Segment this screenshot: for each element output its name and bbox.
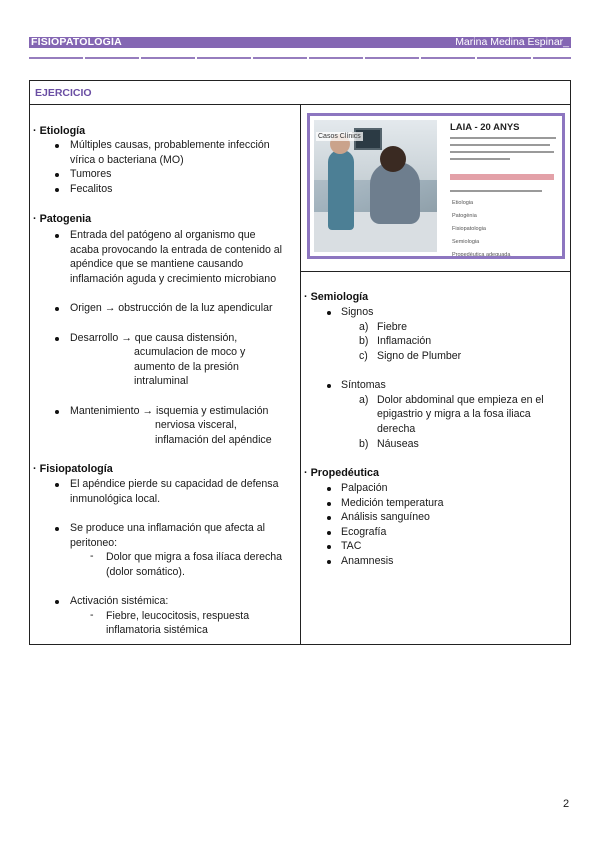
header-divider <box>29 57 571 59</box>
patogenia-p1-line1: Entrada del patógeno al organismo que <box>70 229 256 241</box>
sintomas-label: Síntomas <box>341 379 386 391</box>
photo-label: Casos Clínics <box>318 133 361 140</box>
signo-c: Signo de Plumber <box>377 350 462 362</box>
bullet-icon <box>55 527 59 531</box>
bullet-icon <box>327 502 331 506</box>
case-list-5: Propedèutica adequada <box>452 252 511 258</box>
propedeutica-title: · Propedéutica <box>304 467 379 479</box>
author-name: Marina Medina Espinar_ <box>455 36 569 48</box>
patogenia-mantenimiento-3: inflamación del apéndice <box>155 434 272 446</box>
fisio-p2-sub-1: Dolor que migra a fosa ilíaca derecha <box>106 551 283 563</box>
propedeutica-item-1: Palpación <box>341 482 388 494</box>
case-highlight <box>450 174 554 180</box>
patogenia-origen: Origen → obstrucción de la luz apendicular <box>70 302 273 314</box>
propedeutica-item-2: Medición temperatura <box>341 497 444 509</box>
header-bar <box>29 37 571 48</box>
patogenia-p1-line4: inflamación aguda y crecimiento microbiano <box>70 273 277 285</box>
fisiopatologia-title: · Fisiopatología <box>33 463 113 475</box>
fisio-p1-line1: El apéndice pierde su capacidad de defensa <box>70 478 279 490</box>
sintoma-a-letter: a) <box>359 394 369 406</box>
sintoma-b: Náuseas <box>377 438 419 450</box>
propedeutica-item-5: TAC <box>341 540 362 552</box>
patogenia-desarrollo-1: Desarrollo → que causa distensión, <box>70 332 238 344</box>
fisio-p2-sub-2: (dolor somático). <box>106 566 185 578</box>
fisio-p1-line2: inmunológica local. <box>70 493 161 505</box>
case-card-image <box>307 113 565 259</box>
bullet-icon <box>327 516 331 520</box>
bullet-icon <box>55 234 59 238</box>
case-list-2: Patogènia <box>452 213 477 219</box>
sintoma-a-line1: Dolor abdominal que empieza en el <box>377 394 544 406</box>
propedeutica-item-4: Ecografía <box>341 526 387 538</box>
case-photo <box>314 120 437 252</box>
sintoma-a-line2: epigastrio y migra a la fosa iliaca <box>377 408 531 420</box>
signo-b-letter: b) <box>359 335 369 347</box>
bullet-icon <box>327 384 331 388</box>
patogenia-desarrollo-4: intraluminal <box>134 375 189 387</box>
exercise-title-row <box>30 81 570 105</box>
sintoma-a-line3: derecha <box>377 423 416 435</box>
bullet-icon <box>55 410 59 414</box>
case-list-1: Etiologia <box>452 200 474 206</box>
bullet-icon <box>55 144 59 148</box>
propedeutica-item-6: Anamnesis <box>341 555 394 567</box>
propedeutica-item-3: Análisis sanguíneo <box>341 511 430 523</box>
column-divider <box>300 105 301 645</box>
patogenia-title: · Patogenia <box>33 213 92 225</box>
bullet-icon <box>327 487 331 491</box>
patogenia-p1-line2: acaba provocando la entrada de contenido al <box>70 244 283 256</box>
bullet-icon <box>55 483 59 487</box>
bullet-icon <box>55 188 59 192</box>
case-list-3: Fisiopatologia <box>452 226 486 232</box>
dash-marker: - <box>90 609 94 621</box>
patogenia-mantenimiento-2: nerviosa visceral, <box>155 419 237 431</box>
subject-title: FISIOPATOLOGÍA <box>31 36 122 48</box>
fisio-p2-line1: Se produce una inflamación que afecta al <box>70 522 265 534</box>
signo-a: Fiebre <box>377 321 408 333</box>
etiologia-item-3: Fecalitos <box>70 183 113 195</box>
fisio-p3-sub-1: Fiebre, leucocitosis, respuesta <box>106 610 250 622</box>
doctor-figure <box>328 150 354 230</box>
patogenia-mantenimiento-1: Mantenimiento → isquemia y estimulación <box>70 405 269 417</box>
case-list-4: Semiologia <box>452 239 480 245</box>
signo-b: Inflamación <box>377 335 432 347</box>
etiologia-title: · Etiología <box>33 125 86 137</box>
semiologia-title: · Semiología <box>304 291 369 303</box>
row-divider <box>300 271 570 272</box>
patogenia-p1-line3: apéndice que se mantiene causando <box>70 258 244 270</box>
sintoma-b-letter: b) <box>359 438 369 450</box>
fisio-p3-sub-2: inflamatoria sistémica <box>106 624 208 636</box>
signo-c-letter: c) <box>359 350 368 362</box>
signo-a-letter: a) <box>359 321 369 333</box>
case-card-title: LAIA - 20 ANYS <box>450 122 520 133</box>
bullet-icon <box>55 173 59 177</box>
patogenia-desarrollo-2: acumulacion de moco y <box>134 346 246 358</box>
patogenia-desarrollo-3: aumento de la presión <box>134 361 239 373</box>
bullet-icon <box>327 311 331 315</box>
fisio-p3: Activación sistémica: <box>70 595 169 607</box>
dash-marker: - <box>90 550 94 562</box>
etiologia-item-1b: vírica o bacteriana (MO) <box>70 154 184 166</box>
bullet-icon <box>327 560 331 564</box>
etiologia-item-1a: Múltiples causas, probablemente infección <box>70 139 270 151</box>
bullet-icon <box>327 545 331 549</box>
page-number: 2 <box>563 798 570 810</box>
bullet-icon <box>327 531 331 535</box>
signos-label: Signos <box>341 306 374 318</box>
bullet-icon <box>55 600 59 604</box>
bullet-icon <box>55 307 59 311</box>
exercise-title: EJERCICIO <box>35 87 92 99</box>
fisio-p2-line2: peritoneo: <box>70 537 118 549</box>
bullet-icon <box>55 337 59 341</box>
etiologia-item-2: Tumores <box>70 168 112 180</box>
